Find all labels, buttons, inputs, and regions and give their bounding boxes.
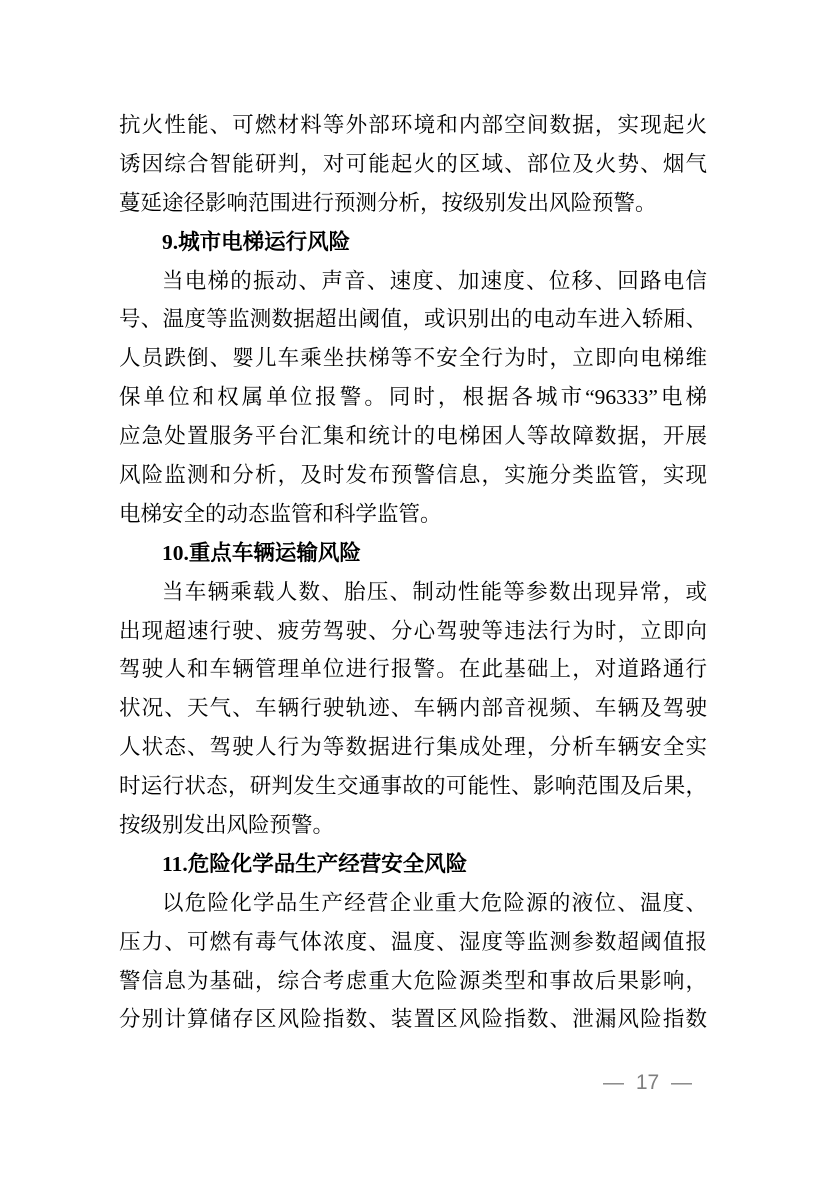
paragraph-line: 人员跌倒、婴儿车乘坐扶梯等不安全行为时，立即向电梯维 — [119, 346, 707, 371]
page-number: — 17 — — [602, 1071, 693, 1094]
paragraph-line: 电梯安全的动态监管和科学监管。 — [119, 501, 442, 526]
paragraph-line: 蔓延途径影响范围进行预测分析，按级别发出风险预警。 — [119, 190, 657, 215]
paragraph — [119, 884, 707, 1040]
document-body — [119, 106, 707, 1039]
paragraph-line: 保单位和权属单位报警。同时，根据各城市“96333”电梯 — [119, 385, 707, 410]
paragraph-line: 压力、可燃有毒气体浓度、温度、湿度等监测参数超阈值报 — [119, 929, 707, 954]
paragraph-line: 诱因综合智能研判，对可能起火的区域、部位及火势、烟气 — [119, 151, 707, 176]
paragraph-line: 时运行状态，研判发生交通事故的可能性、影响范围及后果， — [119, 774, 707, 799]
paragraph-line: 风险监测和分析，及时发布预警信息，实施分类监管，实现 — [119, 463, 707, 488]
paragraph-line: 状况、天气、车辆行驶轨迹、车辆内部音视频、车辆及驾驶 — [119, 696, 707, 721]
paragraph-line: 当电梯的振动、声音、速度、加速度、位移、回路电信 — [162, 268, 707, 293]
paragraph — [119, 262, 707, 534]
paragraph-line: 号、温度等监测数据超出阈值，或识别出的电动车进入轿厢、 — [119, 307, 707, 332]
paragraph-line: 按级别发出风险预警。 — [119, 813, 335, 838]
paragraph-line: 抗火性能、可燃材料等外部环境和内部空间数据，实现起火 — [119, 113, 707, 137]
paragraph-line: 人状态、驾驶人行为等数据进行集成处理，分析车辆安全实 — [119, 735, 707, 760]
paragraph-line: 驾驶人和车辆管理单位进行报警。在此基础上，对道路通行 — [119, 657, 707, 682]
paragraph-line: 当车辆乘载人数、胎压、制动性能等参数出现异常，或 — [162, 579, 707, 604]
paragraph — [119, 106, 707, 223]
paragraph-line: 分别计算储存区风险指数、装置区风险指数、泄漏风险指数 — [119, 1007, 707, 1032]
paragraph-line: 应急处置服务平台汇集和统计的电梯困人等故障数据，开展 — [119, 424, 707, 449]
section-heading: 10.重点车辆运输风险 — [162, 540, 361, 565]
paragraph-line: 出现超速行驶、疲劳驾驶、分心驾驶等违法行为时，立即向 — [119, 618, 707, 643]
paragraph-line: 警信息为基础，综合考虑重大危险源类型和事故后果影响， — [119, 968, 707, 993]
section-heading: 9.城市电梯运行风险 — [162, 229, 351, 254]
paragraph — [119, 573, 707, 845]
paragraph-line: 以危险化学品生产经营企业重大危险源的液位、温度、 — [162, 890, 707, 915]
section-heading: 11.危险化学品生产经营安全风险 — [162, 851, 468, 876]
